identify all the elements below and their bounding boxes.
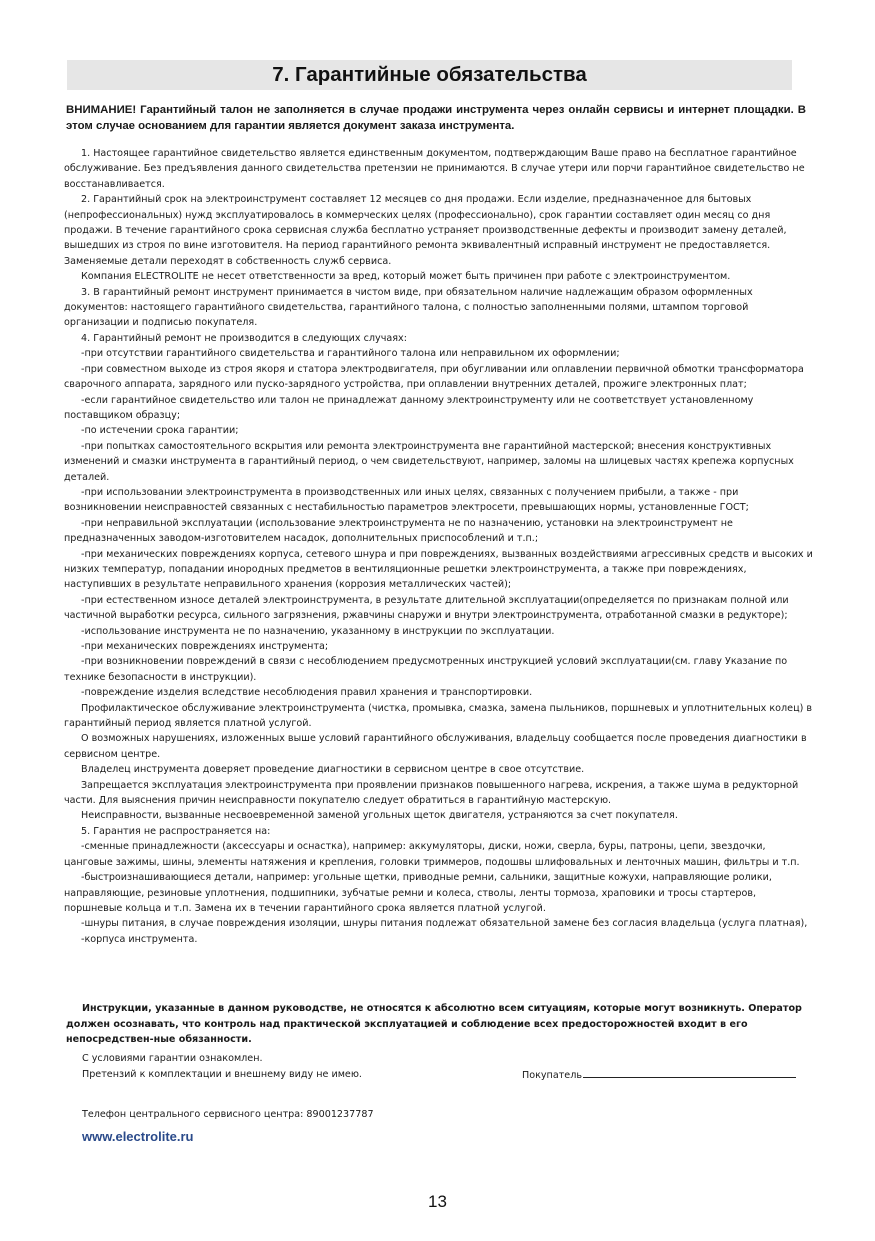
buyer-signature xyxy=(522,1066,796,1084)
terms-paragraph: 5. Гарантия не распространяется на: xyxy=(81,825,271,837)
terms-paragraph: -при механических повреждениях инструмента; xyxy=(81,641,329,652)
terms-paragraph: -при отсутствии гарантийного свидетельства и гарантийного талона или неправильном их оформлении; xyxy=(81,348,620,360)
terms-paragraph: -при использовании электроинструмента в производственных или иных целях, связанных с получением прибыли, а также - при возникновении неисправностей связанных с нестабильностью параметров электросети, превышающих нормы, установленные ГОСТ; xyxy=(64,486,749,514)
service-phone: Телефон центрального сервисного центра: 89001237787 xyxy=(82,1109,374,1120)
terms-paragraph: -использование инструмента не по назначению, указанному в инструкции по эксплуатации. xyxy=(81,625,555,637)
terms-paragraph: О возможных нарушениях, изложенных выше условий гарантийного обслуживания, владельцу сообщается после проведения диагностики в сервисном центре. xyxy=(64,733,807,760)
terms-paragraph: -по истечении срока гарантии; xyxy=(81,425,239,437)
terms-paragraph: Компания ELECTROLITE не несет ответственности за вред, который может быть причинен при работе с электроинструментом. xyxy=(81,271,731,283)
terms-paragraph: Запрещается эксплуатация электроинструмента при проявлении признаков повышенного нагрева, искрения, а также шума в редукторной части. Для выяснения причин неисправности покупателю следует обратиться в гарантийную мастерскую. xyxy=(64,779,799,807)
terms-paragraph: 4. Гарантийный ремонт не производится в следующих случаях: xyxy=(81,332,407,344)
terms-paragraph: 2. Гарантийный срок на электроинструмент составляет 12 месяцев со дня продажи. Если изделие, предназначенное для бытовых (непрофессиональных) нужд эксплуатировалось в коммерческих целях (профессионально), срок гарантии составляет один месяц со дня продажи. В течение гарантийного срока сервисная служба бесплатно устраняет производственные дефекты и производит замену деталей, вышедших из строя по вине изготовителя. На период гарантийного ремонта эквивалентный исправный инструмент не предоставляется. Заменяемые детали переходят в собственность служб сервиса. xyxy=(64,194,787,267)
agreement-block xyxy=(82,1051,502,1082)
agreement-line: С условиями гарантии ознакомлен. xyxy=(82,1053,263,1064)
terms-paragraph: -корпуса инструмента. xyxy=(81,933,198,945)
terms-paragraph: -быстроизнашивающиеся детали, например: угольные щетки, приводные ремни, сальники, защитные кожухи, направляющие ролики, направляющие, резиновые уплотнения, подшипники, зубчатые ремни и колеса, стволы, ленты тормоза, храповики и тросы стартеров, поршневые кольца и т.п. Замена их в течении гарантийного срока является платной услугой. xyxy=(64,872,772,914)
terms-paragraph: Владелец инструмента доверяет проведение диагностики в сервисном центре в свое отсутствие. xyxy=(81,764,585,776)
terms-paragraph: 1. Настоящее гарантийное свидетельство является единственным документом, подтверждающим Ваше право на бесплатное гарантийное обслуживание. Без предъявления данного свидетельства претензии не принимаются. В случае утери или порчи гарантийное свидетельство не восстанавливается. xyxy=(64,148,805,190)
terms-paragraph: -при естественном износе деталей электроинструмента, в результате длительной эксплуатации(определяется по признакам полной или частичной выработки ресурса, сильного загрязнения, ржавчины снаружи и внутри электроинструмента, отработанной смазки в редукторе); xyxy=(64,594,789,622)
terms-paragraph: -при неправильной эксплуатации (использование электроинструмента не по назначению, установки на электроинструмент не предназначенных заводом-изготовителем насадок, дополнительных приспособлений и т.п.; xyxy=(64,517,733,545)
website-link[interactable]: www.electrolite.ru xyxy=(82,1129,194,1144)
warning-notice: ВНИМАНИЕ! Гарантийный талон не заполняется в случае продажи инструмента через онлайн сервисы и интернет площадки. В этом случае основанием для гарантии является документ заказа инструмента. xyxy=(66,104,806,132)
terms-paragraph: -если гарантийное свидетельство или талон не принадлежат данному электроинструменту или не соответствует установленному поставщиком образцу; xyxy=(64,394,754,421)
terms-paragraph: 3. В гарантийный ремонт инструмент принимается в чистом виде, при обязательном наличие надлежащим образом оформленных документов: настоящего гарантийного свидетельства, гарантийного талона, с полностью заполненными полями, штампом торговой организации и подписью покупателя. xyxy=(64,286,753,329)
signature-line xyxy=(583,1066,796,1078)
terms-paragraph: Неисправности, вызванные несвоевременной заменой угольных щеток двигателя, устраняются за счет покупателя. xyxy=(81,810,678,822)
buyer-label: Покупатель xyxy=(522,1070,582,1081)
page-number: 13 xyxy=(428,1192,447,1211)
title-bar xyxy=(67,60,792,90)
terms-paragraph: -при механических повреждениях корпуса, сетевого шнура и при повреждениях, вызванных воздействиями агрессивных средств и высоких и низких температур, попадании инородных предметов в вентиляционные решетки электроинструмента, а также при повреждениях, наступивших в результате неправильного хранения (коррозия металлических частей); xyxy=(64,548,813,591)
terms-paragraph: -при возникновении повреждений в связи с несоблюдением предусмотренных инструкцией условий эксплуатации(см. главу Указание по технике безопасности в инструкции). xyxy=(64,656,788,683)
terms-paragraph: Профилактическое обслуживание электроинструмента (чистка, промывка, смазка, замена пыльников, поршневых и уплотнительных колец) в гарантийный период является платной услугой. xyxy=(64,702,813,730)
instructions-note: Инструкции, указанные в данном руководстве, не относятся к абсолютно всем ситуациям, которые могут возникнуть. Оператор должен осознавать, что контроль над практической эксплуатацией и соблюдение всех предосторожностей входит в его непосредствен-ные обязанности. xyxy=(66,1003,802,1045)
agreement-line: Претензий к комплектации и внешнему виду не имею. xyxy=(82,1068,362,1080)
terms-paragraph: -шнуры питания, в случае повреждения изоляции, шнуры питания подлежат обязательной замене без согласия владельца (услуга платная), xyxy=(81,918,808,930)
terms-paragraph: -при попытках самостоятельного вскрытия или ремонта электроинструмента вне гарантийной мастерской; внесения конструктивных изменений и смазки инструмента в гарантийный период, о чем свидетельствуют, например, заломы на шлицевых частях крепежа корпусных деталей. xyxy=(64,440,794,483)
terms-paragraph: -повреждение изделия вследствие несоблюдения правил хранения и транспортировки. xyxy=(81,687,533,699)
terms-paragraph: -сменные принадлежности (аксессуары и оснастка), например: аккумуляторы, диски, ножи, сверла, буры, патроны, цепи, звездочки, цанговые зажимы, шины, элементы натяжения и крепления, головки триммеров, подошвы шлифовальных и ленточных машин, фильтры и т.п. xyxy=(64,841,800,868)
page-title: 7. Гарантийные обязательства xyxy=(272,63,587,86)
warranty-terms xyxy=(64,146,816,947)
terms-paragraph: -при совместном выходе из строя якоря и статора электродвигателя, при обугливании или оплавлении первичной обмотки трансформатора сварочного аппарата, зарядного или пуско-зарядного устройства, при оплавлении внутренних деталей, прожиге электронных плат; xyxy=(64,363,804,391)
